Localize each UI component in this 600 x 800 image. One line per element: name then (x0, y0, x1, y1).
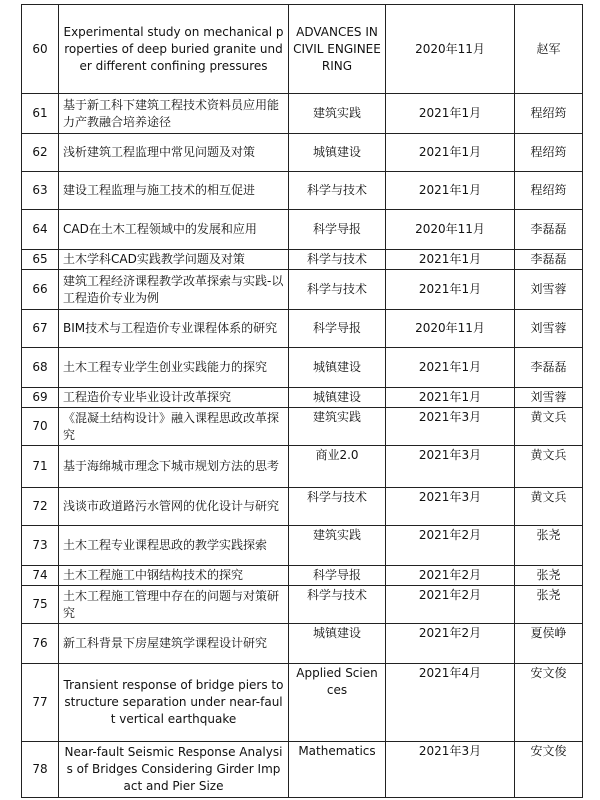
journal-name: 科学与技术 (289, 250, 386, 270)
row-number: 69 (22, 388, 59, 408)
paper-title: Near-fault Seismic Response Analysis of Bridges Considering Girder Impact and Pier Size (59, 742, 289, 798)
publish-date: 2021年3月 (386, 408, 515, 446)
journal-name: Mathematics (289, 742, 386, 798)
paper-title: 基于海绵城市理念下城市规划方法的思考 (59, 446, 289, 488)
publish-date: 2021年3月 (386, 488, 515, 526)
author-name: 刘雪蓉 (515, 388, 583, 408)
table-row (22, 664, 583, 742)
paper-title: 建筑工程经济课程教学改革探索与实践-以工程造价专业为例 (59, 270, 289, 310)
paper-title: 新工科背景下房屋建筑学课程设计研究 (59, 624, 289, 664)
journal-name: 城镇建设 (289, 388, 386, 408)
table-row (22, 134, 583, 172)
paper-title: 土木工程施工中钢结构技术的探究 (59, 566, 289, 586)
journal-name: 科学导报 (289, 566, 386, 586)
author-name: 程绍筠 (515, 134, 583, 172)
row-number: 61 (22, 94, 59, 134)
row-number: 74 (22, 566, 59, 586)
publish-date: 2021年3月 (386, 446, 515, 488)
publish-date: 2020年11月 (386, 5, 515, 94)
publish-date: 2021年1月 (386, 250, 515, 270)
journal-name: 城镇建设 (289, 348, 386, 388)
table-row (22, 742, 583, 798)
author-name: 李磊磊 (515, 210, 583, 250)
journal-name: 科学与技术 (289, 488, 386, 526)
table-row (22, 94, 583, 134)
journal-name: 城镇建设 (289, 134, 386, 172)
row-number: 73 (22, 526, 59, 566)
author-name: 安文俊 (515, 742, 583, 798)
paper-title: 土木工程专业学生创业实践能力的探究 (59, 348, 289, 388)
paper-title: Experimental study on mechanical properties of deep buried granite under different confining pressures (59, 5, 289, 94)
publish-date: 2021年1月 (386, 270, 515, 310)
table-row (22, 566, 583, 586)
row-number: 60 (22, 5, 59, 94)
row-number: 76 (22, 624, 59, 664)
table-row (22, 488, 583, 526)
journal-name: 城镇建设 (289, 624, 386, 664)
publish-date: 2021年3月 (386, 742, 515, 798)
row-number: 75 (22, 586, 59, 624)
author-name: 黄文兵 (515, 488, 583, 526)
publish-date: 2021年1月 (386, 172, 515, 210)
publish-date: 2021年1月 (386, 388, 515, 408)
paper-title: Transient response of bridge piers to structure separation under near-fault vertical earthquake (59, 664, 289, 742)
table-row (22, 388, 583, 408)
publish-date: 2021年1月 (386, 134, 515, 172)
paper-title: BIM技术与工程造价专业课程体系的研究 (59, 310, 289, 348)
row-number: 72 (22, 488, 59, 526)
table-row (22, 5, 583, 94)
row-number: 67 (22, 310, 59, 348)
table-row (22, 408, 583, 446)
paper-title: 土木工程施工管理中存在的问题与对策研究 (59, 586, 289, 624)
author-name: 张尧 (515, 566, 583, 586)
journal-name: ADVANCES IN CIVIL ENGINEERING (289, 5, 386, 94)
table-row (22, 446, 583, 488)
paper-title: 基于新工科下建筑工程技术资料员应用能力产教融合培养途径 (59, 94, 289, 134)
paper-title: 浅析建筑工程监理中常见问题及对策 (59, 134, 289, 172)
paper-title: 《混凝土结构设计》融入课程思政改革探究 (59, 408, 289, 446)
author-name: 赵军 (515, 5, 583, 94)
author-name: 李磊磊 (515, 348, 583, 388)
publication-table (21, 4, 583, 798)
row-number: 71 (22, 446, 59, 488)
table-row (22, 310, 583, 348)
paper-title: CAD在土木工程领域中的发展和应用 (59, 210, 289, 250)
journal-name: 科学与技术 (289, 270, 386, 310)
author-name: 李磊磊 (515, 250, 583, 270)
journal-name: 科学导报 (289, 310, 386, 348)
author-name: 张尧 (515, 526, 583, 566)
table-row (22, 172, 583, 210)
table-row (22, 526, 583, 566)
table-row (22, 270, 583, 310)
row-number: 77 (22, 664, 59, 742)
row-number: 64 (22, 210, 59, 250)
row-number: 65 (22, 250, 59, 270)
row-number: 62 (22, 134, 59, 172)
journal-name: 建筑实践 (289, 526, 386, 566)
publish-date: 2020年11月 (386, 210, 515, 250)
journal-name: 科学与技术 (289, 586, 386, 624)
journal-name: 商业2.0 (289, 446, 386, 488)
paper-title: 土木学科CAD实践教学问题及对策 (59, 250, 289, 270)
author-name: 刘雪蓉 (515, 310, 583, 348)
author-name: 程绍筠 (515, 172, 583, 210)
author-name: 黄文兵 (515, 408, 583, 446)
table-row (22, 210, 583, 250)
author-name: 程绍筠 (515, 94, 583, 134)
row-number: 66 (22, 270, 59, 310)
publish-date: 2021年2月 (386, 526, 515, 566)
paper-title: 浅谈市政道路污水管网的优化设计与研究 (59, 488, 289, 526)
author-name: 刘雪蓉 (515, 270, 583, 310)
journal-name: 建筑实践 (289, 94, 386, 134)
journal-name: 科学导报 (289, 210, 386, 250)
publish-date: 2021年4月 (386, 664, 515, 742)
table-row (22, 250, 583, 270)
table-row (22, 586, 583, 624)
row-number: 70 (22, 408, 59, 446)
paper-title: 工程造价专业毕业设计改革探究 (59, 388, 289, 408)
publish-date: 2021年2月 (386, 586, 515, 624)
table-row (22, 624, 583, 664)
author-name: 黄文兵 (515, 446, 583, 488)
row-number: 68 (22, 348, 59, 388)
paper-title: 建设工程监理与施工技术的相互促进 (59, 172, 289, 210)
author-name: 安文俊 (515, 664, 583, 742)
author-name: 张尧 (515, 586, 583, 624)
journal-name: Applied Sciences (289, 664, 386, 742)
publish-date: 2021年1月 (386, 94, 515, 134)
journal-name: 建筑实践 (289, 408, 386, 446)
row-number: 78 (22, 742, 59, 798)
author-name: 夏侯峥 (515, 624, 583, 664)
paper-title: 土木工程专业课程思政的教学实践探索 (59, 526, 289, 566)
row-number: 63 (22, 172, 59, 210)
publish-date: 2021年2月 (386, 566, 515, 586)
publish-date: 2021年2月 (386, 624, 515, 664)
publish-date: 2020年11月 (386, 310, 515, 348)
table-row (22, 348, 583, 388)
journal-name: 科学与技术 (289, 172, 386, 210)
publish-date: 2021年1月 (386, 348, 515, 388)
